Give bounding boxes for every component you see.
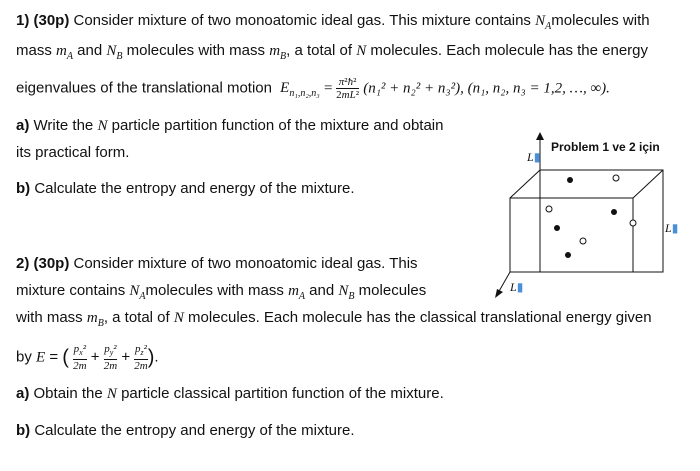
particle-b bbox=[546, 206, 552, 212]
problem2-line2: mixture contains $N_Amolecules$ with mass $m_A$ and $N_B$ molecules bbox=[16, 282, 427, 302]
problem2-line3: with mass $m_B$, a total of N molecules. Each molecule has the classical translational energy given bbox=[16, 309, 652, 329]
problem2-part-b: b) Calculate the entropy and energy of the mixture. bbox=[16, 422, 355, 439]
label-L-bottom: L▮ bbox=[510, 280, 524, 294]
particle-a bbox=[611, 209, 617, 215]
problem2-line1: 2) (30p) Consider mixture of two monoatomic ideal gas. This bbox=[16, 255, 418, 272]
problem1-part-a-line1: a) Write the N particle partition function of the mixture and obtain bbox=[16, 117, 444, 134]
problem1-line2: mass $m_A$ and $N_B$ molecules with mass $m_B$, a total of N molecules. Each molecule has the energy bbox=[16, 42, 649, 62]
box-back-face bbox=[540, 170, 663, 272]
label-L-right: L▮ bbox=[665, 221, 679, 235]
z-axis-arrowhead bbox=[536, 132, 544, 140]
box-edge bbox=[633, 170, 663, 198]
problem2-part-a: a) Obtain the N particle classical partition function of the mixture. bbox=[16, 385, 444, 402]
particle-a bbox=[554, 225, 560, 231]
particle-b bbox=[630, 220, 636, 226]
problem1-part-b: b) Calculate the entropy and energy of the mixture. bbox=[16, 180, 355, 197]
problem2-line4: by E = ( $\frac{p_x^2}{2m}$ + $\frac{p_y^2}{2m}$ + $\frac{p_z^2}{2m}$ ). bbox=[16, 343, 159, 373]
problem1-line1: 1) (30p) Consider mixture of two monoatomic ideal gas. This mixture contains $N_Amolecules$ with bbox=[16, 12, 650, 32]
x-axis-arrowhead bbox=[495, 289, 503, 298]
problem1-part-a-line2: its practical form. bbox=[16, 144, 130, 161]
box-edge bbox=[510, 170, 540, 198]
particle-a bbox=[567, 177, 573, 183]
particle-a bbox=[565, 252, 571, 258]
problem1-line3: eigenvalues of the translational motion $E_{n_1,n_2,n_3}$ = $\frac{\text{π²ħ²}}{\text{2mL²}}$ (n₁² + n₂² + n₃²), (n₁, n₂, n₃ = 1,2, …, ∞). bbox=[16, 76, 610, 101]
particle-b bbox=[613, 175, 619, 181]
label-L-top: L▮ bbox=[527, 150, 541, 164]
x-axis bbox=[498, 272, 510, 293]
figure-title: Problem 1 ve 2 için bbox=[551, 140, 660, 154]
particle-b bbox=[580, 238, 586, 244]
